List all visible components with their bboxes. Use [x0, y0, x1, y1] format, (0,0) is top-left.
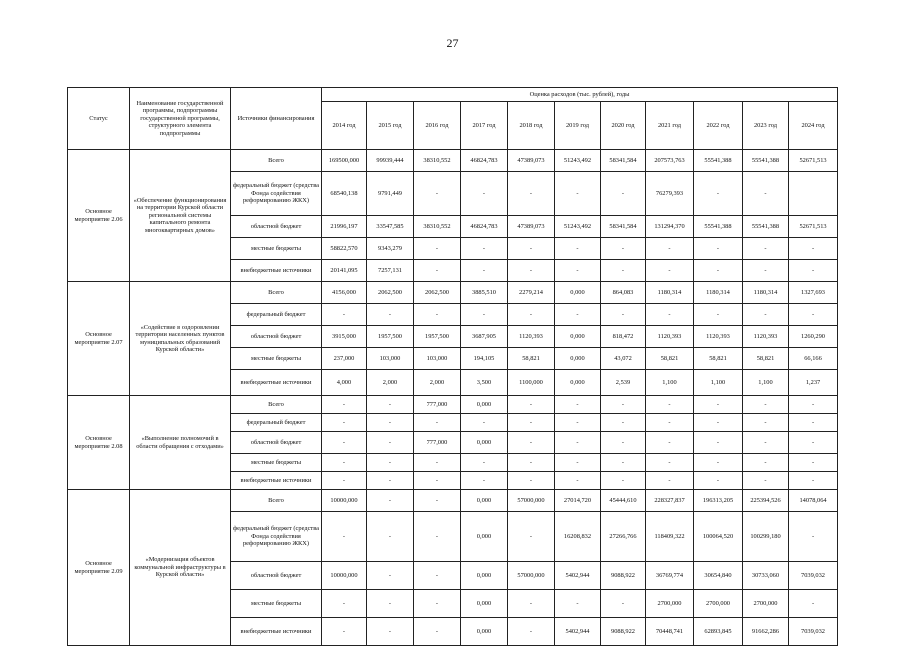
header-year: 2014 год	[322, 102, 367, 150]
header-year: 2021 год	[646, 102, 694, 150]
value-cell: -	[694, 432, 743, 454]
header-status: Статус	[68, 88, 130, 150]
value-cell: -	[555, 304, 601, 326]
value-cell: 1180,314	[743, 282, 789, 304]
value-cell: -	[789, 472, 838, 490]
value-cell: 4,000	[322, 370, 367, 396]
value-cell: -	[694, 238, 743, 260]
value-cell: -	[555, 590, 601, 618]
status-cell: Основное мероприятие 2.08	[68, 396, 130, 490]
value-cell: 0,000	[461, 590, 508, 618]
value-cell: -	[414, 414, 461, 432]
value-cell: 1,100	[694, 370, 743, 396]
value-cell: 0,000	[461, 432, 508, 454]
value-cell: -	[508, 414, 555, 432]
value-cell: -	[322, 432, 367, 454]
value-cell: 46824,783	[461, 150, 508, 172]
value-cell: -	[508, 618, 555, 646]
value-cell: 1327,693	[789, 282, 838, 304]
value-cell: 58341,584	[601, 216, 646, 238]
source-cell: областной бюджет	[231, 432, 322, 454]
value-cell: -	[508, 512, 555, 562]
value-cell: 2,000	[367, 370, 414, 396]
value-cell: 131294,370	[646, 216, 694, 238]
value-cell: -	[646, 260, 694, 282]
value-cell: 0,000	[555, 326, 601, 348]
value-cell: -	[508, 472, 555, 490]
header-year: 2023 год	[743, 102, 789, 150]
source-cell: федеральный бюджет (средства Фонда содействия реформированию ЖКХ)	[231, 172, 322, 216]
value-cell: 228327,837	[646, 490, 694, 512]
value-cell: -	[743, 396, 789, 414]
value-cell: 100064,520	[694, 512, 743, 562]
value-cell: -	[414, 562, 461, 590]
value-cell: 9088,922	[601, 562, 646, 590]
value-cell: -	[789, 432, 838, 454]
value-cell: 2062,500	[367, 282, 414, 304]
value-cell: -	[555, 260, 601, 282]
value-cell: -	[694, 172, 743, 216]
value-cell: -	[414, 512, 461, 562]
value-cell: -	[367, 396, 414, 414]
value-cell: 0,000	[461, 396, 508, 414]
source-cell: федеральный бюджет	[231, 304, 322, 326]
value-cell: 1180,314	[694, 282, 743, 304]
header-year: 2022 год	[694, 102, 743, 150]
value-cell: 118409,322	[646, 512, 694, 562]
source-cell: внебюджетные источники	[231, 472, 322, 490]
status-cell: Основное мероприятие 2.07	[68, 282, 130, 396]
value-cell: -	[322, 472, 367, 490]
value-cell: 864,083	[601, 282, 646, 304]
name-cell: «Содействие в оздоровлении территории населенных пунктов муниципальных образований Курской области»	[130, 282, 231, 396]
value-cell: -	[461, 472, 508, 490]
value-cell: -	[461, 304, 508, 326]
value-cell: 0,000	[461, 618, 508, 646]
value-cell: -	[555, 454, 601, 472]
value-cell: -	[461, 454, 508, 472]
value-cell: 9088,922	[601, 618, 646, 646]
value-cell: -	[789, 512, 838, 562]
value-cell: -	[743, 260, 789, 282]
source-cell: местные бюджеты	[231, 348, 322, 370]
value-cell: -	[743, 172, 789, 216]
value-cell: 1957,500	[414, 326, 461, 348]
value-cell: -	[322, 414, 367, 432]
value-cell: 70448,741	[646, 618, 694, 646]
value-cell: -	[646, 414, 694, 432]
value-cell: 55541,388	[743, 150, 789, 172]
value-cell: -	[367, 618, 414, 646]
value-cell: 76279,393	[646, 172, 694, 216]
source-cell: федеральный бюджет (средства Фонда содействия реформированию ЖКХ)	[231, 512, 322, 562]
value-cell: 62893,845	[694, 618, 743, 646]
value-cell: 66,166	[789, 348, 838, 370]
value-cell: -	[646, 396, 694, 414]
value-cell: 27266,766	[601, 512, 646, 562]
value-cell: 7039,032	[789, 618, 838, 646]
value-cell: 43,072	[601, 348, 646, 370]
value-cell: 1260,290	[789, 326, 838, 348]
value-cell: -	[414, 238, 461, 260]
value-cell: 52671,513	[789, 216, 838, 238]
value-cell: -	[646, 238, 694, 260]
value-cell: -	[367, 590, 414, 618]
value-cell: 27014,720	[555, 490, 601, 512]
value-cell: 55541,388	[694, 150, 743, 172]
value-cell: 55541,388	[694, 216, 743, 238]
value-cell: 1100,000	[508, 370, 555, 396]
value-cell: 16208,832	[555, 512, 601, 562]
header-year: 2016 год	[414, 102, 461, 150]
value-cell: -	[789, 238, 838, 260]
value-cell: -	[694, 304, 743, 326]
value-cell: -	[743, 432, 789, 454]
source-cell: Всего	[231, 396, 322, 414]
value-cell: -	[367, 304, 414, 326]
value-cell: -	[743, 238, 789, 260]
value-cell: 169500,000	[322, 150, 367, 172]
value-cell: 9343,279	[367, 238, 414, 260]
value-cell: -	[367, 490, 414, 512]
value-cell: -	[461, 172, 508, 216]
value-cell: 7039,032	[789, 562, 838, 590]
value-cell: -	[694, 472, 743, 490]
value-cell: -	[414, 260, 461, 282]
value-cell: 91662,286	[743, 618, 789, 646]
value-cell: 2700,000	[646, 590, 694, 618]
value-cell: -	[414, 454, 461, 472]
value-cell: -	[694, 414, 743, 432]
value-cell: 58,821	[646, 348, 694, 370]
value-cell: -	[601, 454, 646, 472]
value-cell: -	[508, 590, 555, 618]
value-cell: -	[555, 238, 601, 260]
value-cell: 1120,393	[646, 326, 694, 348]
value-cell: -	[508, 396, 555, 414]
value-cell: 2062,500	[414, 282, 461, 304]
value-cell: 10000,000	[322, 490, 367, 512]
value-cell: -	[414, 490, 461, 512]
value-cell: 2,539	[601, 370, 646, 396]
value-cell: 7257,131	[367, 260, 414, 282]
name-cell: «Модернизация объектов коммунальной инфраструктуры в Курской области»	[130, 490, 231, 646]
value-cell: -	[646, 432, 694, 454]
value-cell: -	[322, 304, 367, 326]
value-cell: 58822,570	[322, 238, 367, 260]
value-cell: 1,237	[789, 370, 838, 396]
source-cell: местные бюджеты	[231, 590, 322, 618]
value-cell: -	[789, 414, 838, 432]
value-cell: 1957,500	[367, 326, 414, 348]
value-cell: -	[555, 396, 601, 414]
table-row	[68, 396, 838, 414]
header-year: 2024 год	[789, 102, 838, 150]
source-cell: Всего	[231, 150, 322, 172]
source-cell: внебюджетные источники	[231, 370, 322, 396]
value-cell: -	[601, 260, 646, 282]
value-cell: 45444,610	[601, 490, 646, 512]
value-cell: 30654,840	[694, 562, 743, 590]
value-cell: 30733,060	[743, 562, 789, 590]
value-cell: 46824,783	[461, 216, 508, 238]
value-cell: 51243,492	[555, 150, 601, 172]
value-cell: -	[367, 562, 414, 590]
value-cell: 0,000	[555, 348, 601, 370]
source-cell: внебюджетные источники	[231, 260, 322, 282]
value-cell: 14078,064	[789, 490, 838, 512]
header-year: 2020 год	[601, 102, 646, 150]
value-cell: 57000,000	[508, 490, 555, 512]
value-cell: 2279,214	[508, 282, 555, 304]
value-cell: -	[508, 172, 555, 216]
value-cell: 0,000	[461, 562, 508, 590]
value-cell: -	[694, 396, 743, 414]
value-cell: 777,000	[414, 396, 461, 414]
value-cell: 1,100	[646, 370, 694, 396]
value-cell: 2700,000	[694, 590, 743, 618]
header-estimate: Оценка расходов (тыс. рублей), годы	[322, 88, 838, 102]
value-cell: -	[789, 260, 838, 282]
value-cell: 58,821	[694, 348, 743, 370]
value-cell: -	[555, 414, 601, 432]
value-cell: -	[601, 432, 646, 454]
value-cell: 0,000	[461, 512, 508, 562]
value-cell: 196313,205	[694, 490, 743, 512]
value-cell: 3687,905	[461, 326, 508, 348]
value-cell: 9791,449	[367, 172, 414, 216]
value-cell: -	[367, 414, 414, 432]
value-cell	[789, 172, 838, 216]
value-cell: 0,000	[555, 282, 601, 304]
header-year: 2019 год	[555, 102, 601, 150]
value-cell: -	[694, 260, 743, 282]
source-cell: местные бюджеты	[231, 454, 322, 472]
table-row	[68, 282, 838, 304]
header-name: Наименование государственной программы, подпрограммы государственной программы, структурного элемента подпрограммы	[130, 88, 231, 150]
value-cell: -	[508, 260, 555, 282]
value-cell: -	[601, 414, 646, 432]
value-cell: 103,000	[367, 348, 414, 370]
table-row	[68, 490, 838, 512]
value-cell: 2700,000	[743, 590, 789, 618]
value-cell: 38310,552	[414, 216, 461, 238]
value-cell: -	[601, 304, 646, 326]
value-cell: -	[414, 590, 461, 618]
value-cell: -	[322, 512, 367, 562]
value-cell: -	[322, 454, 367, 472]
source-cell: федеральный бюджет	[231, 414, 322, 432]
value-cell: 36769,774	[646, 562, 694, 590]
value-cell: -	[461, 238, 508, 260]
value-cell: -	[555, 432, 601, 454]
value-cell: -	[508, 238, 555, 260]
value-cell: 0,000	[555, 370, 601, 396]
source-cell: Всего	[231, 490, 322, 512]
value-cell: -	[601, 590, 646, 618]
value-cell: -	[414, 172, 461, 216]
value-cell: 57000,000	[508, 562, 555, 590]
value-cell: -	[367, 432, 414, 454]
name-cell: «Выполнение полномочий в области обращения с отходами»	[130, 396, 231, 490]
value-cell: -	[322, 396, 367, 414]
value-cell: 100299,180	[743, 512, 789, 562]
value-cell: -	[322, 618, 367, 646]
value-cell: -	[694, 454, 743, 472]
value-cell: -	[789, 396, 838, 414]
name-cell: «Обеспечение функционирования на территории Курской области региональной системы капитального ремонта многоквартирных домов»	[130, 150, 231, 282]
value-cell: -	[601, 172, 646, 216]
value-cell: 1,100	[743, 370, 789, 396]
source-cell: местные бюджеты	[231, 238, 322, 260]
value-cell: 777,000	[414, 432, 461, 454]
value-cell: -	[789, 454, 838, 472]
value-cell: 21996,197	[322, 216, 367, 238]
value-cell: -	[743, 414, 789, 432]
value-cell: -	[743, 304, 789, 326]
value-cell: 47389,073	[508, 216, 555, 238]
value-cell: 38310,552	[414, 150, 461, 172]
value-cell: 2,000	[414, 370, 461, 396]
value-cell: 52671,513	[789, 150, 838, 172]
value-cell: 58341,584	[601, 150, 646, 172]
value-cell: -	[743, 472, 789, 490]
header-year: 2018 год	[508, 102, 555, 150]
value-cell: -	[461, 414, 508, 432]
value-cell: -	[743, 454, 789, 472]
status-cell: Основное мероприятие 2.06	[68, 150, 130, 282]
header-year: 2017 год	[461, 102, 508, 150]
value-cell: -	[601, 472, 646, 490]
value-cell: 3,500	[461, 370, 508, 396]
value-cell: 3885,510	[461, 282, 508, 304]
value-cell: 1120,393	[743, 326, 789, 348]
value-cell: -	[414, 304, 461, 326]
value-cell: -	[367, 454, 414, 472]
value-cell: -	[789, 590, 838, 618]
value-cell: -	[508, 304, 555, 326]
header-year: 2015 год	[367, 102, 414, 150]
value-cell: -	[601, 396, 646, 414]
value-cell: 1120,393	[508, 326, 555, 348]
value-cell: 1120,393	[694, 326, 743, 348]
value-cell: 99939,444	[367, 150, 414, 172]
source-cell: Всего	[231, 282, 322, 304]
value-cell: 1180,314	[646, 282, 694, 304]
value-cell: -	[508, 432, 555, 454]
value-cell: 10000,000	[322, 562, 367, 590]
source-cell: областной бюджет	[231, 216, 322, 238]
value-cell: -	[414, 618, 461, 646]
value-cell: -	[789, 304, 838, 326]
value-cell: 47389,073	[508, 150, 555, 172]
value-cell: -	[646, 454, 694, 472]
value-cell: 33547,585	[367, 216, 414, 238]
value-cell: 4156,000	[322, 282, 367, 304]
value-cell: -	[646, 472, 694, 490]
value-cell: 194,105	[461, 348, 508, 370]
value-cell: 0,000	[461, 490, 508, 512]
page-number: 27	[446, 36, 459, 50]
value-cell: 58,821	[508, 348, 555, 370]
value-cell: -	[555, 472, 601, 490]
value-cell: 68540,138	[322, 172, 367, 216]
value-cell: 20141,095	[322, 260, 367, 282]
value-cell: 55541,388	[743, 216, 789, 238]
value-cell: -	[367, 472, 414, 490]
expenditure-table	[67, 87, 838, 646]
value-cell: -	[555, 172, 601, 216]
value-cell: 225394,526	[743, 490, 789, 512]
value-cell: -	[322, 590, 367, 618]
value-cell: -	[461, 260, 508, 282]
value-cell: -	[646, 304, 694, 326]
value-cell: -	[508, 454, 555, 472]
source-cell: областной бюджет	[231, 326, 322, 348]
status-cell: Основное мероприятие 2.09	[68, 490, 130, 646]
value-cell: 103,000	[414, 348, 461, 370]
value-cell: 5402,944	[555, 618, 601, 646]
source-cell: внебюджетные источники	[231, 618, 322, 646]
value-cell: -	[601, 238, 646, 260]
value-cell: 51243,492	[555, 216, 601, 238]
table-row	[68, 150, 838, 172]
source-cell: областной бюджет	[231, 562, 322, 590]
value-cell: 237,000	[322, 348, 367, 370]
value-cell: 58,821	[743, 348, 789, 370]
value-cell: 3915,000	[322, 326, 367, 348]
header-sources: Источники финансирования	[231, 88, 322, 150]
value-cell: 5402,944	[555, 562, 601, 590]
value-cell: -	[367, 512, 414, 562]
value-cell: -	[414, 472, 461, 490]
value-cell: 207573,763	[646, 150, 694, 172]
value-cell: 818,472	[601, 326, 646, 348]
